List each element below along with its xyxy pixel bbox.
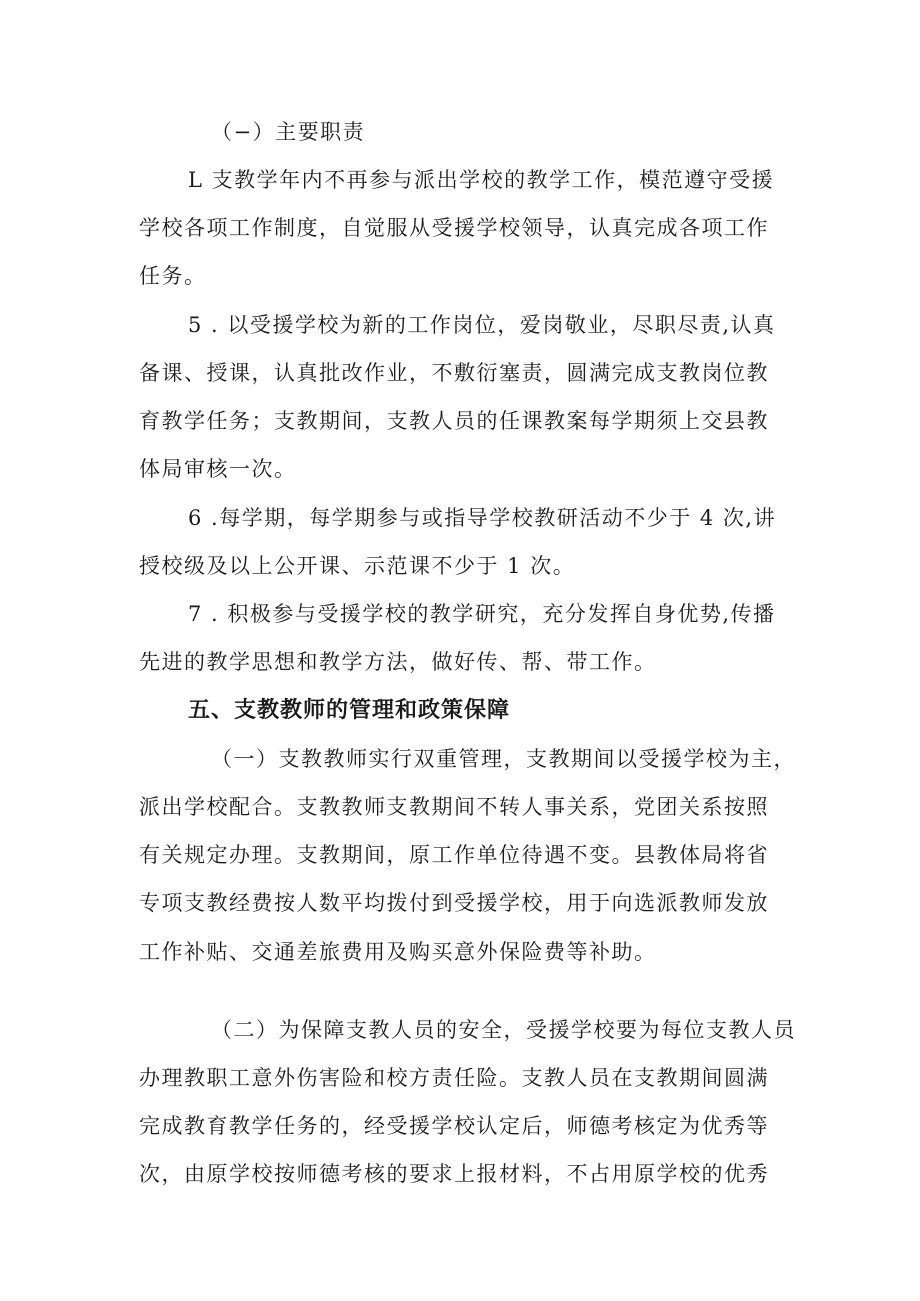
section-5-para-1-line-2: 派出学校配合。支教教师支教期间不转人事关系，党团关系按照: [139, 795, 769, 819]
duty-5-line-3: 育教学任务；支教期间，支教人员的任课教案每学期须上交县教: [139, 409, 769, 433]
section-5-heading: 五、支教教师的管理和政策保障: [188, 698, 511, 723]
section-5-para-1-line-4: 专项支教经费按人数平均拨付到受援学校，用于向选派教师发放: [139, 891, 769, 915]
duty-6-line-2: 授校级及以上公开课、示范课不少于 1 次。: [139, 554, 576, 578]
section-5-para-1-line-3: 有关规定办理。支教期间，原工作单位待遇不变。县教体局将省: [139, 843, 769, 867]
subsection-title-main-duties: （−）主要职责: [211, 120, 366, 144]
duty-4-line-3: 任务。: [139, 264, 207, 288]
section-5-para-1-line-5: 工作补贴、交通差旅费用及购买意外保险费等补助。: [139, 940, 657, 964]
duty-7-line-1: 7 . 积极参与受援学校的教学研究，充分发挥自身优势,传播: [188, 602, 776, 626]
section-5-para-1-line-1: （一）支教教师实行双重管理，支教期间以受援学校为主，: [211, 747, 796, 771]
duty-4-line-1: L 支教学年内不再参与派出学校的教学工作，模范遵守受援: [188, 168, 775, 192]
duty-5-line-2: 备课、授课，认真批改作业，不敷衍塞责，圆满完成支教岗位教: [139, 361, 769, 385]
duty-5-line-1: 5 . 以受援学校为新的工作岗位，爱岗敬业，尽职尽责,认真: [188, 313, 776, 337]
section-5-para-2-line-2: 办理教职工意外伤害险和校方责任险。支教人员在支教期间圆满: [139, 1066, 769, 1090]
duty-5-line-4: 体局审核一次。: [139, 457, 297, 481]
duty-4-line-2: 学校各项工作制度，自觉服从受援学校领导，认真完成各项工作: [139, 216, 769, 240]
section-5-para-2-line-1: （二）为保障支教人员的安全，受援学校要为每位支教人员: [211, 1018, 796, 1042]
section-5-para-2-line-4: 次，由原学校按师德考核的要求上报材料，不占用原学校的优秀: [139, 1162, 769, 1186]
duty-6-line-1: 6 .每学期，每学期参与或指导学校教研活动不少于 4 次,讲: [188, 506, 777, 530]
section-5-para-2-line-3: 完成教育教学任务的，经受援学校认定后，师德考核定为优秀等: [139, 1114, 769, 1138]
duty-7-line-2: 先进的教学思想和教学方法，做好传、帮、带工作。: [139, 650, 657, 674]
